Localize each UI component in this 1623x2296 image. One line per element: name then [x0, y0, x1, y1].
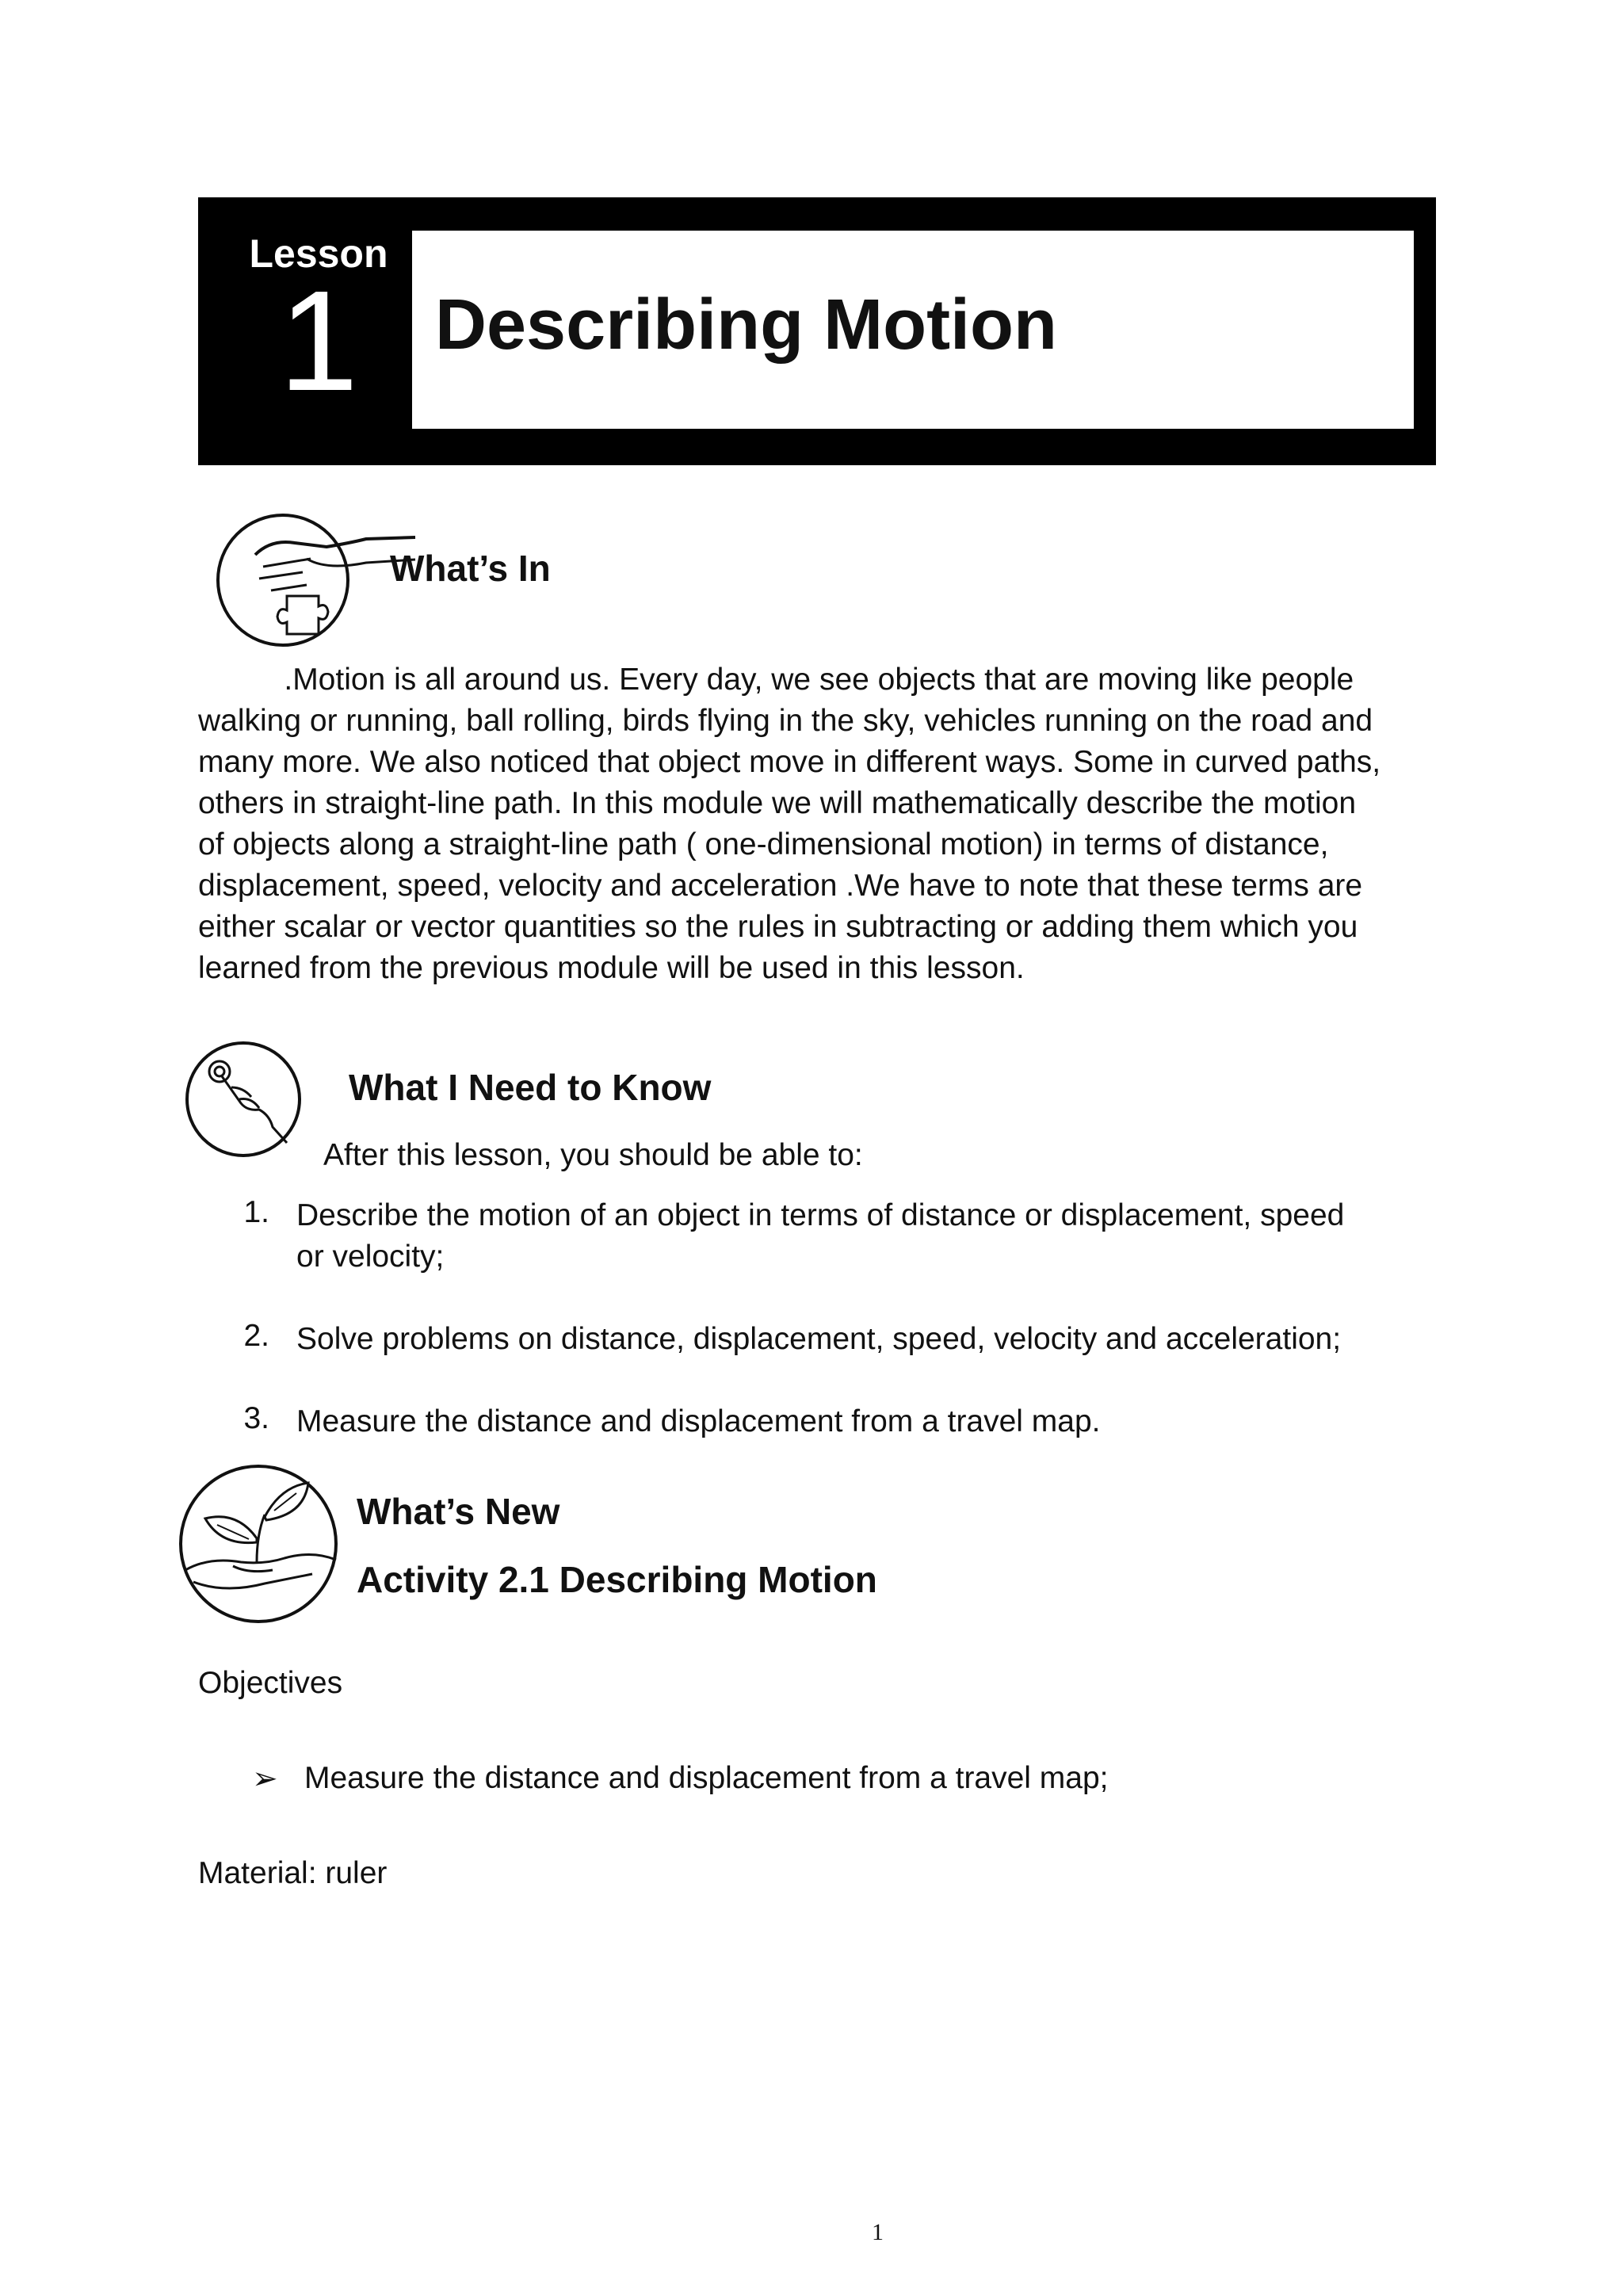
list-item-line: Describe the motion of an object in terms of distance or displacement, speed — [296, 1198, 1345, 1232]
seedling-hand-icon — [178, 1463, 339, 1625]
objective-item: Measure the distance and displacement from a travel map; — [304, 1761, 1109, 1795]
list-number: 2. — [243, 1319, 269, 1353]
page-number: 1 — [872, 2219, 884, 2245]
paragraph-line: displacement, speed, velocity and acceleration .We have to note that these terms are — [198, 869, 1363, 903]
paragraph-line: many more. We also noticed that object move in different ways. Some in curved paths, — [198, 745, 1381, 779]
whats-new-heading: What’s New — [357, 1491, 560, 1532]
arrow-bullet-icon: ➢ — [252, 1762, 278, 1796]
lesson-number: 1 — [278, 262, 359, 421]
need-to-know-heading: What I Need to Know — [349, 1067, 712, 1108]
whats-in-paragraph — [198, 659, 1436, 989]
paragraph-line: either scalar or vector quantities so the rules in subtracting or adding them which you — [198, 910, 1358, 944]
list-item-line: Measure the distance and displacement from a travel map. — [296, 1404, 1101, 1438]
whats-in-heading: What’s In — [390, 548, 551, 589]
paragraph-line: .Motion is all around us. Every day, we see objects that are moving like people — [198, 663, 1354, 697]
need-to-know-intro: After this lesson, you should be able to: — [323, 1138, 863, 1172]
finger-touch-icon — [184, 1040, 303, 1159]
activity-title: Activity 2.1 Describing Motion — [357, 1559, 877, 1600]
lesson-banner — [198, 197, 1436, 465]
list-item — [296, 1401, 1436, 1442]
list-item — [296, 1195, 1436, 1278]
paragraph-line: of objects along a straight-line path ( one-dimensional motion) in terms of distance, — [198, 827, 1329, 861]
material-line: Material: ruler — [198, 1856, 388, 1890]
list-number: 3. — [243, 1401, 269, 1435]
list-item — [296, 1319, 1436, 1360]
paragraph-line: others in straight-line path. In this module we will mathematically describe the motion — [198, 786, 1357, 820]
paragraph-line: learned from the previous module will be used in this lesson. — [198, 951, 1025, 985]
list-number: 1. — [243, 1195, 269, 1229]
list-item-line: or velocity; — [296, 1240, 445, 1274]
lesson-title-box — [409, 227, 1417, 432]
paragraph-line: walking or running, ball rolling, birds flying in the sky, vehicles running on the road and — [198, 704, 1373, 738]
lesson-title: Describing Motion — [435, 285, 1057, 365]
objectives-label: Objectives — [198, 1666, 343, 1700]
lesson-label: Lesson — [249, 231, 388, 276]
list-item-line: Solve problems on distance, displacement, speed, velocity and acceleration; — [296, 1322, 1342, 1356]
